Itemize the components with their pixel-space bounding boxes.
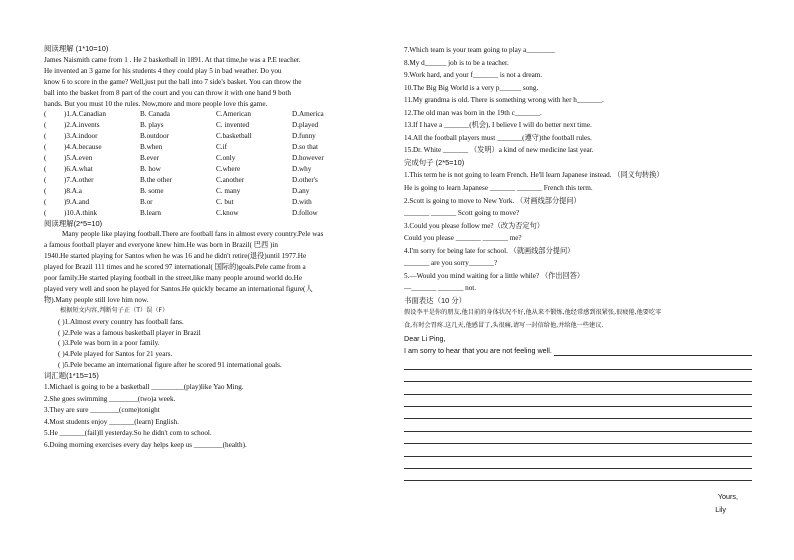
writing-answer-line[interactable] [404,382,752,394]
writing-answer-line[interactable] [404,395,752,407]
reading1-passage-line: James Naismith came from 1 . He 2 basketball in 1891. At that time,he was a P.E teacher. [44,55,301,64]
complete-sentence-line: —_______ _______ not. [404,284,477,293]
vocab-item: 4.Most students enjoy _______(learn) English. [44,417,179,426]
reading1-passage-line: know 6 to score in the game? Well,just put the ball into 7 side's basket. You can throw the [44,77,302,86]
letter-signature: Lily [715,504,726,514]
vocab-item: 9.Work hard, and your f_______ is not a dream. [404,71,543,80]
vocab-list-left [44,382,392,452]
complete-sentence-line: 3.Could you please follow me?（改为否定句） [404,221,544,230]
letter-opening-row [404,345,756,357]
option-row: ( )5.A.even B.ever C.only D.however [44,154,324,163]
reading2-passage-line: 1940.He started playing for Santos when he was 16 and he didn't retire(退役)until 1977.He [44,252,307,261]
reading2-passage-line: poor family.He started playing football in the street,like many people around world do.He [44,274,303,283]
option-row: ( )1.A.Canadian B. Canada C.American D.America [44,110,324,119]
vocab-item: 8.My d______ job is to be a teacher. [404,58,509,67]
reading1-passage-line: ball into the basket from 8 part of the court and you can throw it with one hand 9 both [44,88,291,97]
true-false-item: ( )3.Pele was born in a poor family. [58,339,160,348]
option-row: ( )8.A.a B. some C. many D.any [44,186,310,195]
writing-answer-area[interactable] [404,358,752,482]
vocab-item: 14.All the football players must _______(遵守)the football rules. [404,133,592,142]
writing-answer-line[interactable] [404,358,752,370]
vocab-list-right [404,44,756,157]
complete-sentence-line: Could you please _______ _______ me? [404,234,522,243]
true-false-item: ( )4.Pele played for Santos for 21 years. [58,350,173,359]
writing-answer-line[interactable] [404,370,752,382]
option-row: ( )6.A.what B. how C.where D.why [44,164,312,173]
complete-sentence-line: _______ are you sorry_______? [404,259,498,268]
complete-sentences-list [404,169,756,294]
vocab-item: 1.Michael is going to be a basketball _________(play)like Yao Ming. [44,383,244,392]
true-false-item: ( )5.Pele became an international figure after he scored 91 international goals. [58,361,282,370]
writing-answer-line[interactable] [404,457,752,469]
left-column [44,44,392,452]
complete-sentence-line: 1.This term he is not going to learn French. He'll learn Japanese instead. （同义句转换） [404,171,664,180]
writing-answer-line[interactable] [404,469,752,481]
vocab-item: 15.Dr. White _______ （发明）a kind of new medicine last year. [404,146,594,155]
true-false-item: ( )2.Pele was a famous basketball player in Brazil [58,328,201,337]
vocab-item: 13.If I have a _______(机会), I believe I will do better next time. [404,121,592,130]
complete-sentence-line: 4.I'm sorry for being late for school. （就画线部分提问） [404,246,575,255]
option-row: ( )7.A.other B.the other C.another D.other's [44,175,318,184]
letter-opening: I am sorry to hear that you are not feeling well. [404,345,552,355]
letter-salutation: Dear Li Ping, [404,333,446,343]
reading2-passage-line: 物).Many people still love him now. [44,295,149,304]
reading2-passage-line: Many people like playing football.There are football fans in almost every country.Pele was [62,230,324,239]
reading1-options [44,109,392,218]
complete-sentence-line: He is going to learn Japanese _______ _______ French this term. [404,184,593,193]
writing-answer-line[interactable] [554,355,752,356]
complete-sentence-line: 5.—Would you mind waiting for a little while? （作出回答） [404,271,585,280]
vocab-item: 12.The old man was born in the 19th c_______. [404,108,542,117]
true-false-title: 根据短文内容,判断句子正（T）误（F） [60,306,169,314]
vocab-item: 2.She goes swimming ________(two)a week. [44,394,176,403]
vocab-item: 11.My grandma is old. There is something wrong with her h_______. [404,96,604,105]
writing-answer-line[interactable] [404,444,752,456]
vocab-item: 6.Doing morning exercises every day helps keep us ________(health). [44,441,247,450]
writing-answer-line[interactable] [404,432,752,444]
reading2-passage-line: played very well and soon he played for Santos.He quickly became an international figure(人 [44,284,313,293]
complete-sentences-title: 完成句子 (2*5=10) [404,157,465,167]
reading2-title: 阅读理解(2*5=10) [44,218,103,228]
vocab-item: 5.He _______(fail)ll yesterday.So he didn't com to school. [44,429,212,438]
writing-answer-line[interactable] [404,419,752,431]
true-false-item: ( )1.Almost every country has football fans. [58,317,184,326]
letter-closing: Yours, [717,492,738,502]
option-row: ( )3.A.indoor B.outdoor C.basketball D.funny [44,132,316,141]
reading2-passage-line: a famous football player and everyone knew him.He was born in Brazil( 巴西 )in [44,241,278,250]
reading1-passage-line: hands. But you must 10 the rules. Now,more and more people love this game. [44,99,268,108]
complete-sentence-line: 2.Scott is going to move to New York. （对画线部分提问） [404,196,581,205]
right-column [404,44,756,517]
writing-prompt-line: 食,有时会胃疼.这几天,他感冒了,头很痛,请写一封信给他,并给他一些建议. [404,322,604,330]
reading2-passage-line: played for Brazil 111 times and he scored 97 international( 国际的)goals.Pele came from a [44,263,306,272]
writing-answer-line[interactable] [404,407,752,419]
option-row: ( )2.A.invents B. plays C. invented D.played [44,121,319,130]
reading2-passage [44,229,392,305]
writing-prompt-line: 假设李平是你的朋友,他目前的身体状况不好,他从来不锻炼,他经常感到很紧张,很疲倦,他要吃零 [404,309,662,317]
vocab-item: 3.They are sure ________(come)tonight [44,406,160,415]
option-row: ( )4.A.because B.when C.if D.so that [44,143,318,152]
vocab-item: 10.The Big Big World is a very p______ song. [404,83,539,92]
complete-sentence-line: _______ _______ Scott going to move? [404,209,520,218]
vocab-title: 词汇题(1*15=15) [44,371,99,381]
option-row: ( )9.A.and B.or C. but D.with [44,197,312,206]
true-false-list [44,317,392,372]
vocab-item: 7.Which team is your team going to play a________ [404,46,556,54]
option-row: ( )10.A.think B.learn C.know D.follow [44,208,318,217]
writing-title: 书面表达（10 分） [404,295,467,305]
reading1-title: 阅读理解 (1*10=10) [44,44,109,53]
reading1-passage-line: He invented an 3 game for his students 4 they could play 5 in bad weather. Do you [44,66,282,75]
reading1-passage [44,55,392,110]
